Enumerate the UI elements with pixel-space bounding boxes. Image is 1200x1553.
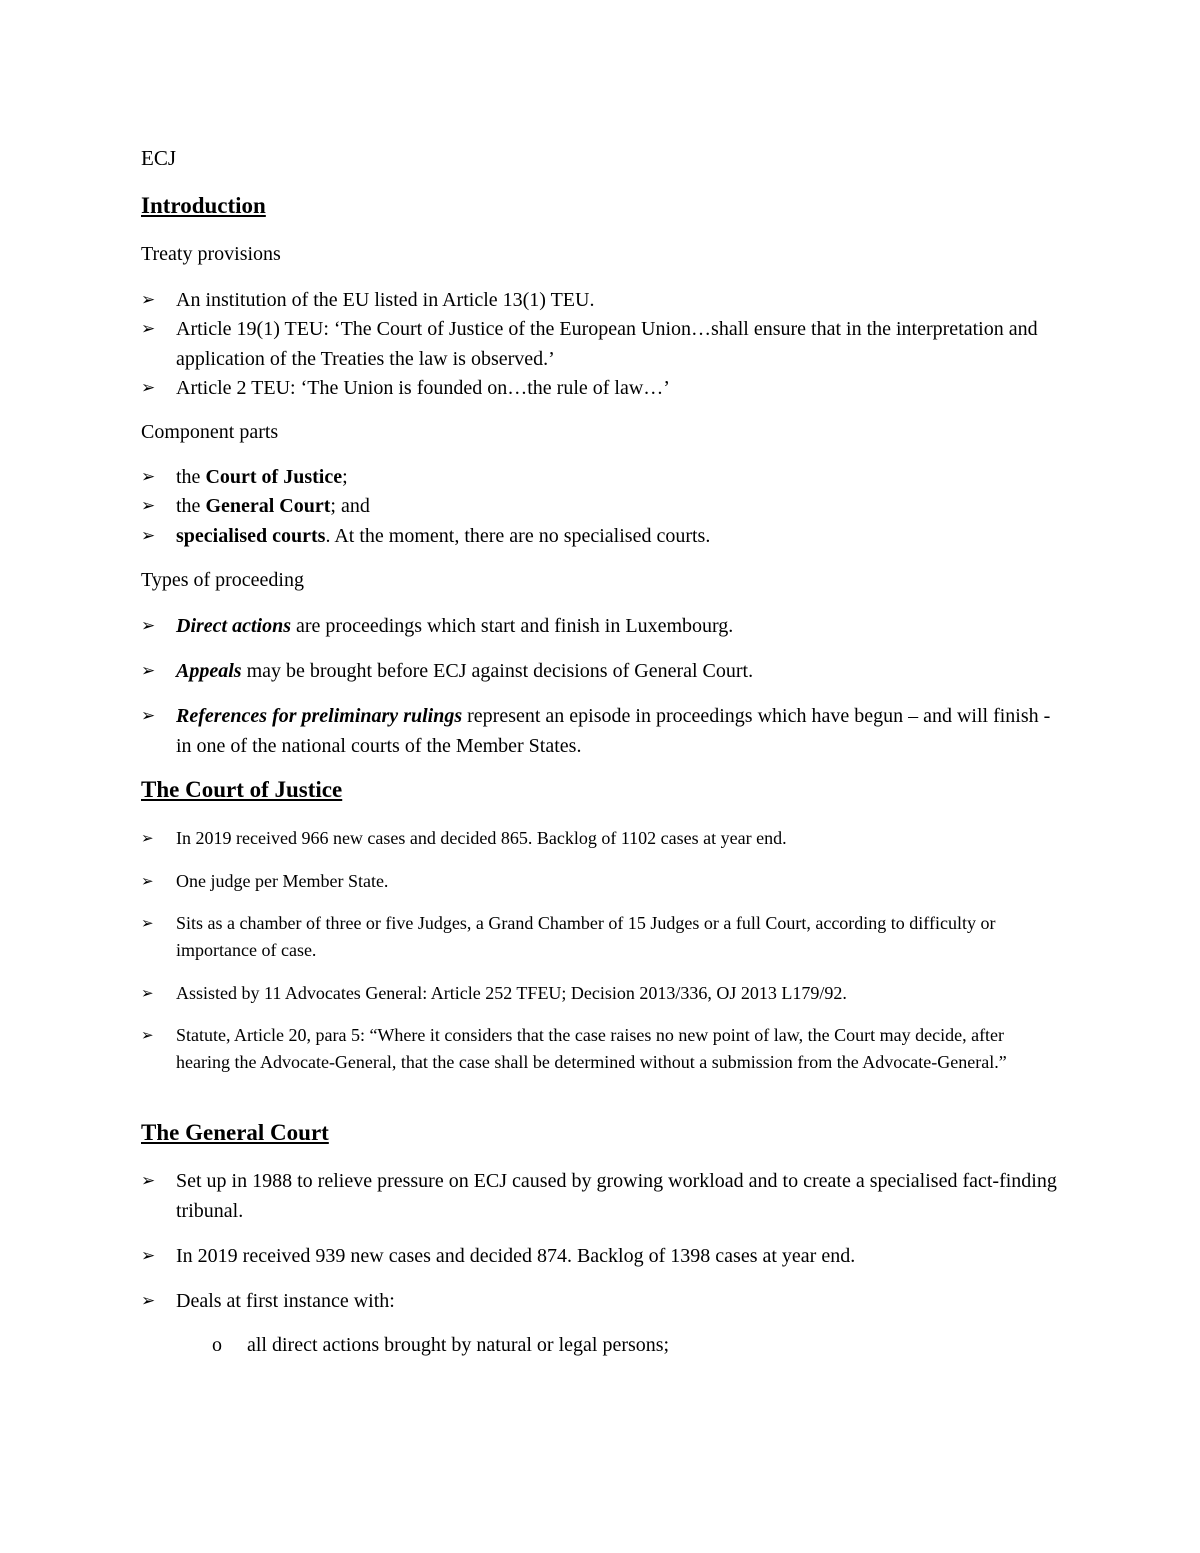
arrow-bullet-icon: ➢ bbox=[141, 290, 156, 310]
list-item bbox=[141, 825, 1061, 852]
document-title: ECJ bbox=[141, 146, 177, 170]
list-item-text: Set up in 1988 to relieve pressure on ECJ caused by growing workload and to create a specialised fact-finding tribunal. bbox=[176, 1170, 1057, 1222]
list-item bbox=[141, 1167, 1061, 1226]
list-item-text: References for preliminary rulings represent an episode in proceedings which have begun – and will finish - in one of the national courts of the Member States. bbox=[176, 705, 1051, 757]
arrow-bullet-icon: ➢ bbox=[141, 616, 156, 636]
list-item-text: Appeals may be brought before ECJ against decisions of General Court. bbox=[176, 660, 754, 682]
list-item bbox=[141, 1287, 1061, 1317]
list-item-text: the General Court; and bbox=[176, 495, 370, 517]
list-item bbox=[141, 868, 1061, 895]
term-direct-actions: Direct actions bbox=[176, 615, 291, 637]
list-item bbox=[141, 910, 1061, 964]
circle-bullet-icon: o bbox=[212, 1334, 222, 1356]
list-item bbox=[141, 463, 1061, 493]
arrow-bullet-icon: ➢ bbox=[141, 872, 154, 890]
list-item-text: Deals at first instance with: bbox=[176, 1290, 395, 1312]
term-general-court: General Court bbox=[205, 495, 331, 517]
arrow-bullet-icon: ➢ bbox=[141, 1291, 156, 1311]
list-item bbox=[141, 1022, 1061, 1076]
arrow-bullet-icon: ➢ bbox=[141, 467, 156, 487]
arrow-bullet-icon: ➢ bbox=[141, 378, 156, 398]
heading-introduction: Introduction bbox=[141, 193, 266, 218]
arrow-bullet-icon: ➢ bbox=[141, 1171, 156, 1191]
arrow-bullet-icon: ➢ bbox=[141, 914, 154, 932]
term-references-for-preliminary-rulings: References for preliminary rulings bbox=[176, 705, 463, 727]
list-item bbox=[141, 522, 1061, 552]
list-item-text: An institution of the EU listed in Article 13(1) TEU. bbox=[176, 289, 595, 311]
list-item bbox=[141, 1242, 1061, 1272]
list-item bbox=[141, 286, 1061, 316]
list-item bbox=[141, 492, 1061, 522]
list-item-text: Assisted by 11 Advocates General: Article 252 TFEU; Decision 2013/336, OJ 2013 L179/92. bbox=[176, 983, 847, 1003]
term-appeals: Appeals bbox=[176, 660, 242, 682]
arrow-bullet-icon: ➢ bbox=[141, 829, 154, 847]
arrow-bullet-icon: ➢ bbox=[141, 706, 156, 726]
heading-court-of-justice: The Court of Justice bbox=[141, 777, 343, 802]
label-treaty-provisions: Treaty provisions bbox=[141, 243, 281, 265]
arrow-bullet-icon: ➢ bbox=[141, 1026, 154, 1044]
list-item bbox=[141, 315, 1061, 374]
list-item-text: all direct actions brought by natural or legal persons; bbox=[247, 1334, 670, 1356]
arrow-bullet-icon: ➢ bbox=[141, 984, 154, 1002]
arrow-bullet-icon: ➢ bbox=[141, 496, 156, 516]
list-item bbox=[141, 657, 1061, 687]
arrow-bullet-icon: ➢ bbox=[141, 1246, 156, 1266]
arrow-bullet-icon: ➢ bbox=[141, 661, 156, 681]
list-item-text: the Court of Justice; bbox=[176, 466, 348, 488]
list-item bbox=[141, 702, 1061, 761]
list-item-text: Article 2 TEU: ‘The Union is founded on…the rule of law…’ bbox=[176, 377, 670, 399]
list-item-text: Sits as a chamber of three or five Judges, a Grand Chamber of 15 Judges or a full Court, according to difficulty or importance of case. bbox=[176, 913, 996, 960]
term-specialised-courts: specialised courts bbox=[176, 525, 326, 547]
arrow-bullet-icon: ➢ bbox=[141, 319, 156, 339]
arrow-bullet-icon: ➢ bbox=[141, 526, 156, 546]
heading-general-court: The General Court bbox=[141, 1120, 329, 1145]
list-item-text: Article 19(1) TEU: ‘The Court of Justice of the European Union…shall ensure that in the interpretation and application of the Treaties the law is observed.’ bbox=[176, 318, 1038, 370]
label-component-parts: Component parts bbox=[141, 421, 279, 443]
list-item bbox=[141, 980, 1061, 1007]
list-item-text: Statute, Article 20, para 5: “Where it considers that the case raises no new point of law, the Court may decide, after hearing the Advocate-General, that the case shall be determined without a submission from the Advocate-General.” bbox=[176, 1025, 1007, 1072]
sub-list-item bbox=[212, 1331, 1062, 1361]
list-item bbox=[141, 374, 1061, 404]
list-item-text: One judge per Member State. bbox=[176, 871, 389, 891]
list-item-text: specialised courts. At the moment, there are no specialised courts. bbox=[176, 525, 711, 547]
list-item-text: In 2019 received 966 new cases and decided 865. Backlog of 1102 cases at year end. bbox=[176, 828, 787, 848]
list-item bbox=[141, 612, 1061, 642]
list-item-text: In 2019 received 939 new cases and decided 874. Backlog of 1398 cases at year end. bbox=[176, 1245, 856, 1267]
list-item-text: Direct actions are proceedings which start and finish in Luxembourg. bbox=[176, 615, 734, 637]
label-types-of-proceeding: Types of proceeding bbox=[141, 569, 304, 591]
term-court-of-justice: Court of Justice bbox=[205, 466, 343, 488]
